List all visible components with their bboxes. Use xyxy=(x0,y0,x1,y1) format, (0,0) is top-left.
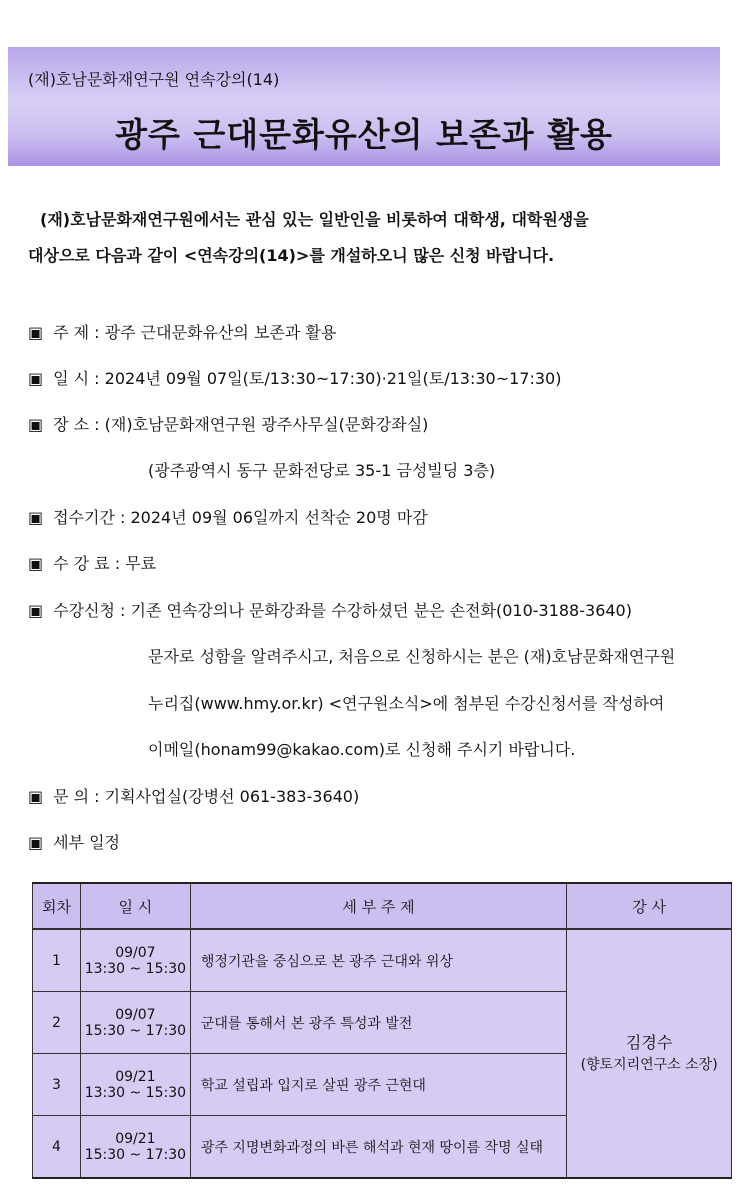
session-topic: 행정기관을 중심으로 본 광주 근대와 위상 xyxy=(190,929,566,992)
schedule-label: 세부 일정 xyxy=(53,833,121,852)
detail-value: (재)호남문화재연구원 광주사무실(문화강좌실) xyxy=(104,415,429,434)
detail-topic xyxy=(28,320,336,343)
session-number: 4 xyxy=(33,1116,81,1179)
table-header-row xyxy=(33,883,732,929)
title-banner xyxy=(8,47,720,166)
square-bullet-icon: ▣ xyxy=(28,833,44,852)
session-time: 13:30 ~ 15:30 xyxy=(84,960,187,977)
banner-title: 광주 근대문화유산의 보존과 활용 xyxy=(115,115,613,154)
session-number: 1 xyxy=(33,929,81,992)
banner-subtitle: (재)호남문화재연구원 연속강의(14) xyxy=(28,70,280,89)
detail-apply-line-2: 문자로 성함을 알려주시고, 처음으로 신청하시는 분은 (재)호남문화재연구원 xyxy=(148,647,676,666)
session-datetime xyxy=(80,929,190,992)
square-bullet-icon: ▣ xyxy=(28,323,44,342)
session-time: 15:30 ~ 17:30 xyxy=(84,1146,187,1163)
session-topic: 광주 지명변화과정의 바른 해석과 현재 땅이름 작명 실태 xyxy=(190,1116,566,1179)
detail-apply xyxy=(28,598,632,621)
session-topic: 군대를 통해서 본 광주 특성과 발전 xyxy=(190,992,566,1054)
detail-label: 수강신청 : xyxy=(53,601,126,620)
square-bullet-icon: ▣ xyxy=(28,369,44,388)
header-lecturer: 강 사 xyxy=(567,883,732,929)
lecturer-title: (향토지리연구소 소장) xyxy=(580,1056,718,1073)
session-datetime xyxy=(80,992,190,1054)
detail-value: 2024년 09월 07일(토/13:30~17:30)·21일(토/13:30~17:30) xyxy=(104,369,562,388)
session-date: 09/21 xyxy=(115,1068,156,1085)
session-time: 15:30 ~ 17:30 xyxy=(84,1022,187,1039)
header-topic: 세 부 주 제 xyxy=(190,883,566,929)
detail-date xyxy=(28,366,561,389)
square-bullet-icon: ▣ xyxy=(28,415,44,434)
session-number: 2 xyxy=(33,992,81,1054)
detail-label: 장 소 : xyxy=(53,415,100,434)
detail-value: 무료 xyxy=(125,554,157,573)
session-date: 09/07 xyxy=(115,944,156,961)
intro-line-1: (재)호남문화재연구원에서는 관심 있는 일반인을 비롯하여 대학생, 대학원생을 xyxy=(40,210,589,229)
detail-value: 기존 연속강의나 문화강좌를 수강하셨던 분은 손전화(010-3188-3640) xyxy=(130,601,632,620)
session-topic: 학교 설립과 입지로 살핀 광주 근현대 xyxy=(190,1054,566,1116)
square-bullet-icon: ▣ xyxy=(28,508,44,527)
table-row xyxy=(33,929,732,992)
session-time: 13:30 ~ 15:30 xyxy=(84,1084,187,1101)
schedule-table xyxy=(32,882,732,1179)
detail-fee xyxy=(28,551,156,574)
session-datetime xyxy=(80,1116,190,1179)
detail-period xyxy=(28,505,428,528)
detail-value: 광주 근대문화유산의 보존과 활용 xyxy=(104,323,337,342)
intro-line-2: 대상으로 다음과 같이 <연속강의(14)>를 개설하오니 많은 신청 바랍니다. xyxy=(28,246,555,265)
lecturer-cell xyxy=(567,929,732,1178)
detail-label: 수 강 료 : xyxy=(53,554,121,573)
detail-label: 주 제 : xyxy=(53,323,100,342)
intro-paragraph xyxy=(28,202,728,274)
detail-place-address: (광주광역시 동구 문화전당로 35-1 금성빌딩 3층) xyxy=(148,461,496,480)
header-session: 회차 xyxy=(33,883,81,929)
session-date: 09/07 xyxy=(115,1006,156,1023)
detail-value: 기획사업실(강병선 061-383-3640) xyxy=(104,787,360,806)
detail-apply-line-4: 이메일(honam99@kakao.com)로 신청해 주시기 바랍니다. xyxy=(148,740,576,759)
square-bullet-icon: ▣ xyxy=(28,787,44,806)
detail-schedule-heading xyxy=(28,830,120,853)
lecturer-name: 김경수 xyxy=(625,1032,673,1052)
square-bullet-icon: ▣ xyxy=(28,554,44,573)
square-bullet-icon: ▣ xyxy=(28,601,44,620)
header-datetime: 일 시 xyxy=(80,883,190,929)
session-number: 3 xyxy=(33,1054,81,1116)
detail-label: 일 시 : xyxy=(53,369,100,388)
detail-value: 2024년 09월 06일까지 선착순 20명 마감 xyxy=(130,508,428,527)
session-datetime xyxy=(80,1054,190,1116)
detail-contact xyxy=(28,784,359,807)
detail-place xyxy=(28,412,428,435)
detail-label: 문 의 : xyxy=(53,787,100,806)
detail-apply-line-3: 누리집(www.hmy.or.kr) <연구원소식>에 첨부된 수강신청서를 작성하여 xyxy=(148,694,665,713)
detail-label: 접수기간 : xyxy=(53,508,126,527)
session-date: 09/21 xyxy=(115,1130,156,1147)
